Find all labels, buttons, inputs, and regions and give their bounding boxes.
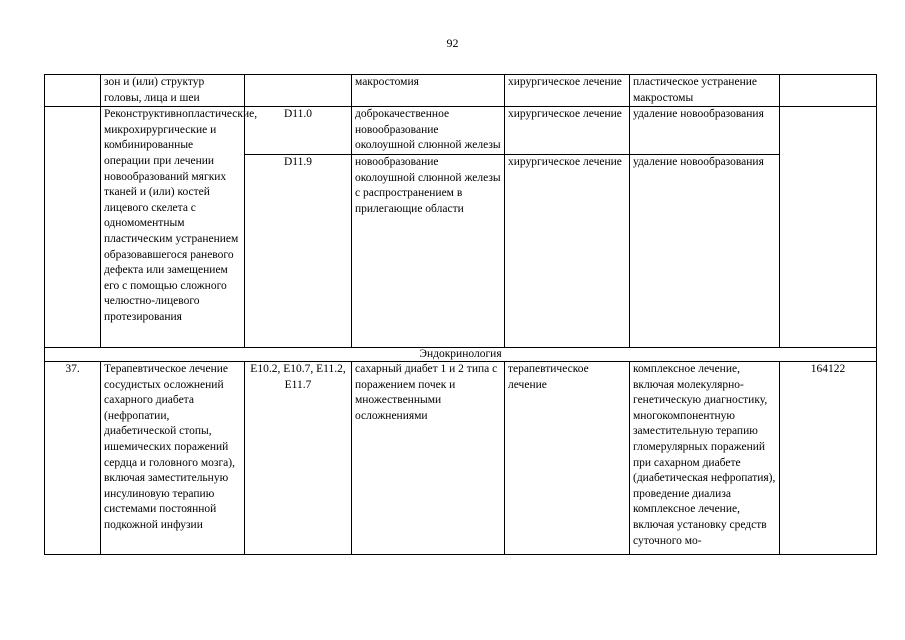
care-type-cell: Терапевтическое лечение сосудистых осложнений сахарного диабета (нефропатии, диабетической стопы, ишемических поражений сердца и головного мозга), включая заместительную инсулиновую терапию системами постоянной подкожной инфузии	[101, 361, 245, 554]
medical-care-table	[44, 74, 877, 555]
page-number: 92	[446, 36, 459, 50]
patient-model-cell: доброкачественное новообразование околоушной слюнной железы	[352, 107, 505, 155]
icd-code-cell: D11.0	[245, 107, 352, 155]
cost-cell	[780, 75, 877, 107]
row-number-cell: 37.	[45, 361, 101, 554]
care-type-cell: зон и (или) структур головы, лица и шеи	[101, 75, 245, 107]
section-title: Эндокринология	[45, 347, 877, 361]
treatment-kind-cell: хирургическое лечение	[505, 75, 630, 107]
cost-cell: 164122	[780, 361, 877, 554]
table-row	[45, 361, 877, 554]
table-row	[45, 75, 877, 107]
row-number-cell	[45, 75, 101, 107]
treatment-method-cell: пластическое устранение макростомы	[630, 75, 780, 107]
patient-model-cell: сахарный диабет 1 и 2 типа с поражением почек и множественными осложнениями	[352, 361, 505, 554]
treatment-kind-cell: хирургическое лечение	[505, 107, 630, 155]
treatment-kind-cell: терапевтическое лечение	[505, 361, 630, 554]
icd-code-cell: E10.2, E10.7, E11.2, E11.7	[245, 361, 352, 554]
section-row	[45, 347, 877, 361]
icd-code-cell: D11.9	[245, 154, 352, 347]
patient-model-cell: макростомия	[352, 75, 505, 107]
treatment-method-cell: удаление новообразования	[630, 107, 780, 155]
row-number-cell	[45, 107, 101, 348]
care-type-cell: Реконструктивнопластические, микрохирургические и комбинированные операции при лечении новообразований мягких тканей и (или) костей лицевого скелета с одномоментным пластическим устранением образовавшегося раневого дефекта или замещением его с помощью сложного челюстно-лицевого протезирования	[101, 107, 245, 348]
patient-model-cell: новообразование околоушной слюнной железы с распространением в прилегающие области	[352, 154, 505, 347]
cost-cell	[780, 107, 877, 348]
icd-code-cell	[245, 75, 352, 107]
table-row	[45, 107, 877, 155]
treatment-kind-cell: хирургическое лечение	[505, 154, 630, 347]
treatment-method-cell: комплексное лечение, включая молекулярно-генетическую диагностику, многокомпонентную заместительную терапию гломерулярных поражений при сахарном диабете (диабетическая нефропатия), проведение диализа комплексное лечение, включая установку средств суточного мо-	[630, 361, 780, 554]
treatment-method-cell: удаление новообразования	[630, 154, 780, 347]
